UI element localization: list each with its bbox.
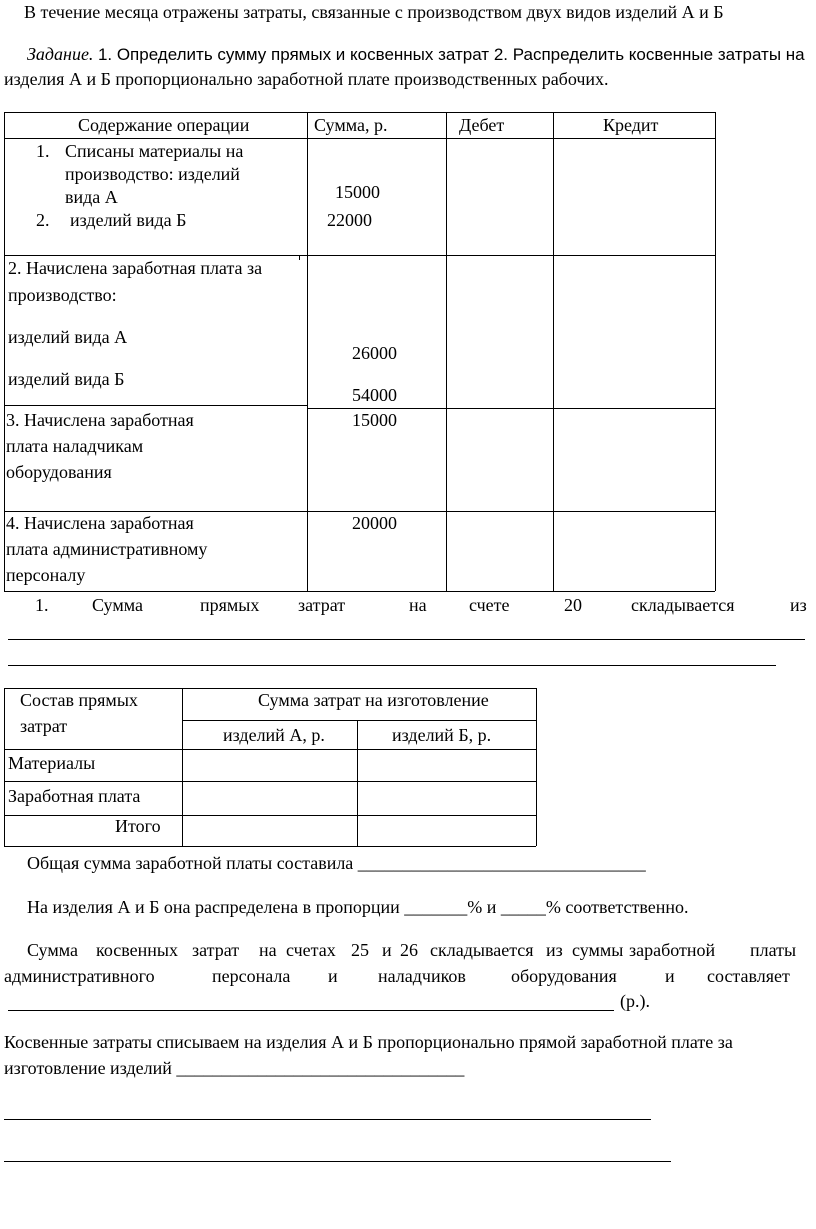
row2-value1: 26000 [352, 343, 397, 363]
row2-value2: 54000 [352, 385, 397, 405]
row3-line3: оборудования [6, 462, 112, 482]
indirect-w2: затрат [192, 940, 240, 960]
indirect-w8: складывается [430, 940, 534, 960]
row1-line1: Списаны материалы на [65, 141, 244, 161]
direct-sum-w8: из [790, 595, 807, 615]
admin-w2: и [328, 966, 338, 986]
t2-header-composition-1: Состав прямых [20, 690, 138, 710]
row4-value: 20000 [352, 513, 397, 533]
t2-row-salary: Заработная плата [8, 786, 141, 806]
task-text-2: изделия А и Б пропорционально заработной плате производственных рабочих. [4, 69, 609, 89]
indirect-w11: заработной [629, 940, 716, 960]
indirect-w7: 26 [400, 940, 418, 960]
indirect-w4: счетах [286, 940, 336, 960]
direct-sum-w3: затрат [298, 595, 346, 615]
direct-sum-w5: счете [469, 595, 510, 615]
direct-sum-w2: прямых [200, 595, 260, 615]
currency-unit: (р.). [620, 991, 650, 1011]
direct-sum-w7: складывается [631, 595, 735, 615]
row2-line3: изделий вида А [8, 327, 128, 347]
t2-header-composition-2: затрат [20, 716, 68, 736]
admin-w4: оборудования [511, 966, 617, 986]
t2-row-materials: Материалы [8, 753, 96, 773]
row1-num2: 2. [36, 210, 50, 230]
row3-value: 15000 [352, 410, 397, 430]
direct-sum-w4: на [409, 595, 427, 615]
row4-line1: 4. Начислена заработная [6, 513, 194, 533]
direct-sum-w1: Сумма [92, 595, 143, 615]
intro-text: В течение месяца отражены затраты, связанные с производством двух видов изделий А и Б [24, 2, 724, 22]
row3-line2: плата наладчикам [6, 436, 144, 456]
task-text-1: 1. Определить сумму прямых и косвенных затрат 2. Распределить косвенные затраты на [97, 45, 805, 64]
row3-line1: 3. Начислена заработная [6, 410, 194, 430]
indirect-w12: платы [750, 940, 797, 960]
row1-line4: изделий вида Б [70, 210, 187, 230]
col-header-credit: Кредит [603, 115, 659, 135]
total-salary-text: Общая сумма заработной платы составила ________________________________ [27, 853, 646, 873]
row4-line2: плата административному [6, 539, 208, 559]
task-line-1 [27, 44, 805, 66]
indirect-answer-line[interactable] [8, 1010, 614, 1011]
indirect-w9: из [546, 940, 563, 960]
indirect-w1: косвенных [96, 940, 179, 960]
col-header-operation: Содержание операции [78, 115, 250, 135]
t2-header-product-b: изделий Б, р. [392, 725, 492, 745]
t2-row-total: Итого [115, 816, 161, 836]
direct-sum-w0: 1. [35, 595, 49, 615]
indirect-w0: Сумма [27, 940, 78, 960]
indirect-w6: и [382, 940, 392, 960]
row4-line3: персоналу [6, 565, 86, 585]
indirect-writeoff-text-2: изготовление изделий ________________________________ [4, 1058, 465, 1078]
answer-line-2[interactable] [8, 665, 776, 666]
direct-sum-w6: 20 [564, 595, 582, 615]
row1-value2: 22000 [327, 210, 372, 230]
admin-w1: персонала [212, 966, 291, 986]
indirect-w10: суммы [572, 940, 624, 960]
task-label: Задание. [27, 44, 94, 64]
indirect-w5: 25 [351, 940, 369, 960]
t2-header-product-a: изделий А, р. [223, 725, 325, 745]
row1-value1: 15000 [335, 182, 380, 202]
indirect-w3: на [259, 940, 277, 960]
admin-w3: наладчиков [378, 966, 466, 986]
admin-w6: составляет [707, 966, 790, 986]
row2-line1: 2. Начислена заработная плата за [8, 258, 263, 278]
answer-line-1[interactable] [8, 639, 805, 640]
row1-line2: производство: изделий [65, 164, 240, 184]
col-header-debit: Дебет [459, 115, 505, 135]
answer-line-3[interactable] [4, 1119, 651, 1120]
answer-line-4[interactable] [4, 1161, 671, 1162]
indirect-writeoff-text-1: Косвенные затраты списываем на изделия А и Б пропорционально прямой заработной плате за [4, 1032, 733, 1052]
admin-w0: административного [4, 966, 155, 986]
col-header-sum: Сумма, р. [314, 115, 388, 135]
distribution-text: На изделия А и Б она распределена в пропорции _______% и _____% соответственно. [27, 897, 689, 917]
row1-line3: вида А [65, 187, 118, 207]
row2-line4: изделий вида Б [8, 369, 125, 389]
row1-num1: 1. [36, 141, 50, 161]
row2-line2: производство: [8, 285, 117, 305]
admin-w5: и [665, 966, 675, 986]
t2-header-sum: Сумма затрат на изготовление [258, 690, 489, 710]
